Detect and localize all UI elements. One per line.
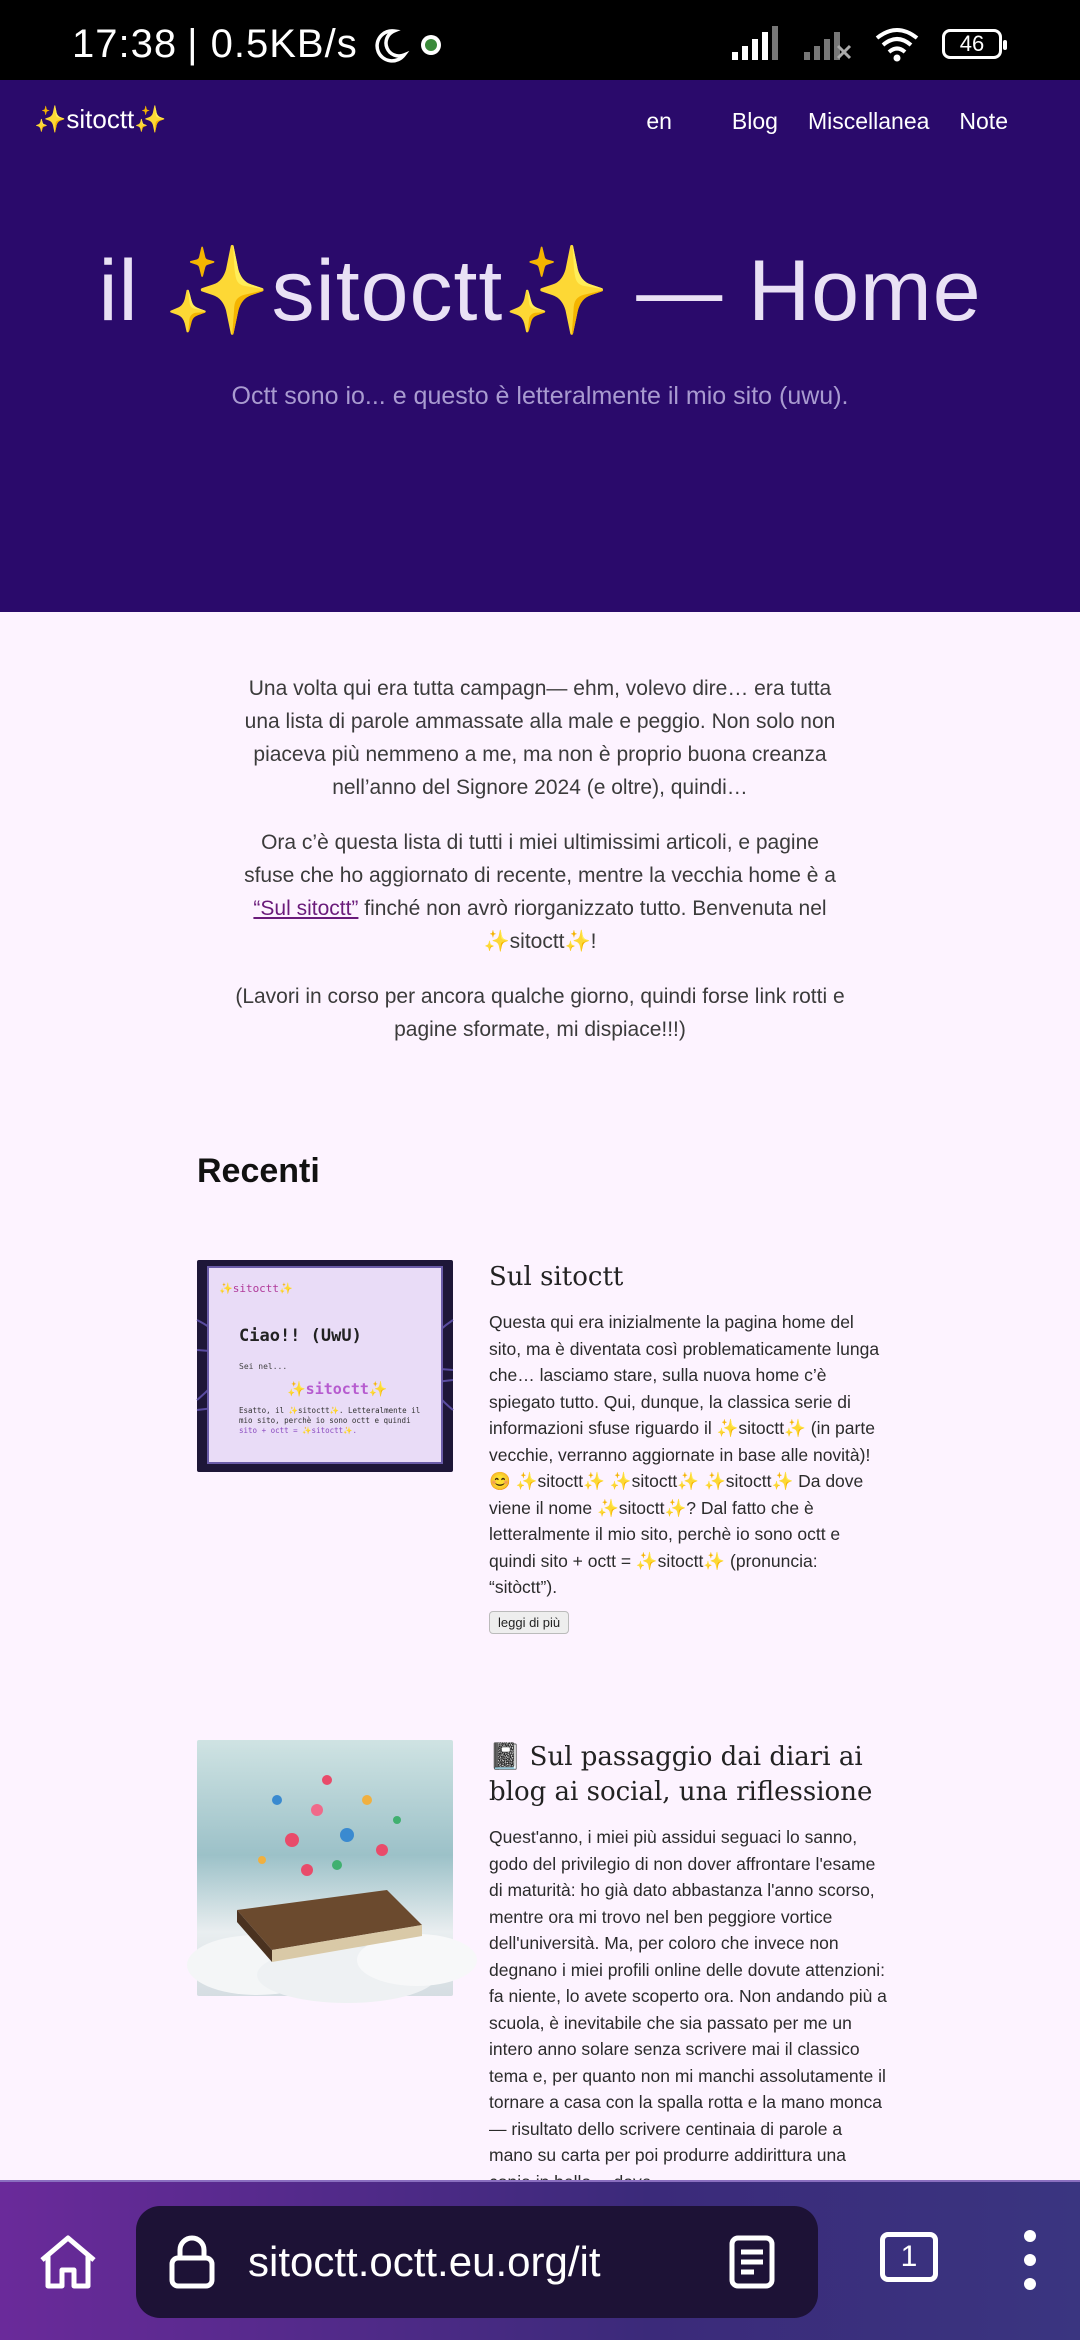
thumbnail-line-2: mio sito, perchè io sono octt e quindi: [239, 1416, 411, 1425]
clock: 17:38: [72, 22, 178, 66]
app-notification-icon: [418, 32, 444, 58]
lock-icon[interactable]: [168, 2234, 216, 2290]
tabs-button[interactable]: 1: [880, 2232, 938, 2282]
post-thumbnail[interactable]: [197, 1260, 453, 1472]
more-menu-icon[interactable]: [1020, 2228, 1040, 2292]
thumbnail-logo: ✨sitoctt✨: [287, 1380, 388, 1398]
post-body: [489, 1260, 889, 1634]
network-speed: | 0.5KB/s: [187, 22, 358, 66]
read-more-button[interactable]: leggi di più: [489, 1611, 569, 1634]
post-thumbnail[interactable]: [197, 1740, 453, 1996]
hero-header: [0, 80, 1080, 612]
reader-mode-icon[interactable]: [728, 2234, 776, 2290]
book-clouds-illustration: [197, 1740, 453, 1996]
thumbnail-small-text: Sei nel...: [239, 1362, 288, 1371]
nav-lang-en[interactable]: en: [646, 108, 672, 134]
recent-heading: Recenti: [197, 1152, 320, 1190]
thumbnail-brand: ✨sitoctt✨: [219, 1282, 293, 1295]
intro-p2-before: Ora c’è questa lista di tutti i miei ultimissimi articoli, e pagine sfuse che ho aggiornato di recente, mentre la vecchia home è a: [244, 831, 836, 887]
post-card: [197, 1260, 897, 1630]
web-page: [0, 80, 1080, 2180]
thumbnail-line-1: Esatto, il ✨sitoctt✨. Letteralmente il: [239, 1406, 421, 1415]
signal-no-service-icon: [802, 26, 852, 62]
status-right: [730, 26, 1002, 62]
address-bar[interactable]: [136, 2206, 818, 2318]
home-icon[interactable]: [36, 2232, 100, 2292]
intro-text: [235, 672, 845, 1046]
status-bar: [0, 0, 1080, 80]
page-subtitle: Octt sono io... e questo è letteralmente il mio sito (uwu).: [231, 382, 849, 410]
site-nav: [646, 108, 1008, 135]
moon-icon: [368, 25, 408, 65]
post-body: [489, 1740, 889, 2195]
signal-icon: [730, 26, 780, 62]
battery-indicator: 46: [942, 29, 1002, 59]
thumbnail-window: [207, 1266, 443, 1464]
intro-p2-after: finché non avrò riorganizzato tutto. Benvenuta nel ✨sitoctt✨!: [358, 897, 827, 953]
site-brand-link[interactable]: ✨sitoctt✨: [34, 104, 167, 134]
nav-note[interactable]: Note: [959, 108, 1008, 134]
wifi-icon: [874, 26, 920, 62]
nav-miscellanea[interactable]: Miscellanea: [807, 108, 930, 134]
thumbnail-heading: Ciao!! (UwU): [239, 1326, 362, 1346]
browser-toolbar: [0, 2180, 1080, 2340]
nav-blog[interactable]: Blog: [731, 108, 778, 134]
post-title[interactable]: 📓 Sul passaggio dai diari ai blog ai social, una riflessione: [489, 1742, 873, 1807]
post-excerpt: Quest'anno, i miei più assidui seguaci lo sanno, godo del privilegio di non dover affrontare l'esame di maturità: ho già dato abbastanza l'anno scorso, mentre ora mi trovo nel ben peggiore vortice dell'università. Ma, per coloro che invece non degnano i miei profili online delle dovute attenzioni: fa niente, lo avete scoperto ora. Non andando più a scuola, è inevitabile che sia passato per me un intero anno solare senza scrivere mai il classico tema e, per quanto non mi manchi assolutamente il tornare a casa con la spalla rotta e la mano monca — risultato dello scrivere centinaia di parole a mano su carta per poi produrre addirittura una: [489, 1827, 887, 2165]
thumbnail-line-3: sito + octt = ✨sitoctt✨.: [239, 1426, 358, 1435]
url-text[interactable]: sitoctt.octt.eu.org/it: [248, 2238, 601, 2285]
intro-paragraph-1: Una volta qui era tutta campagn— ehm, volevo dire… era tutta una lista di parole ammassate alla male e peggio. Non solo non piaceva più nemmeno a me, ma non è proprio buona creanza nell’anno del Signore 2024 (e oltre), quindi…: [244, 677, 836, 799]
post-title[interactable]: Sul sitoctt: [489, 1262, 624, 1292]
sul-sitoctt-link[interactable]: “Sul sitoctt”: [253, 897, 359, 920]
status-left: [72, 22, 444, 67]
post-excerpt: Questa qui era inizialmente la pagina home del sito, ma è diventata così problematicamente lunga che… lasciamo stare, sulla nuova home c’è spiegato tutto. Qui, dunque, la classica serie di informazioni sfuse riguardo il ✨sitoctt✨ (in parte vecchie, verranno aggiornate in base alle novità)! 😊 ✨sitoctt✨ ✨sitoctt✨ ✨sitoctt✨ Da dove viene il nome ✨sitoctt✨? Dal fatto che è letteralmente il mio sito, perchè io sono octt e quindi sito + octt = ✨sitoctt✨ (pronuncia: “sitòctt”).: [489, 1312, 880, 1597]
intro-paragraph-3: (Lavori in corso per ancora qualche giorno, quindi forse link rotti e pagine sformate, mi dispiace!!!): [235, 985, 845, 1041]
intro-paragraph-2: [235, 826, 845, 958]
post-card: [197, 1740, 897, 2200]
page-title: il ✨sitoctt✨ — Home: [98, 243, 982, 339]
